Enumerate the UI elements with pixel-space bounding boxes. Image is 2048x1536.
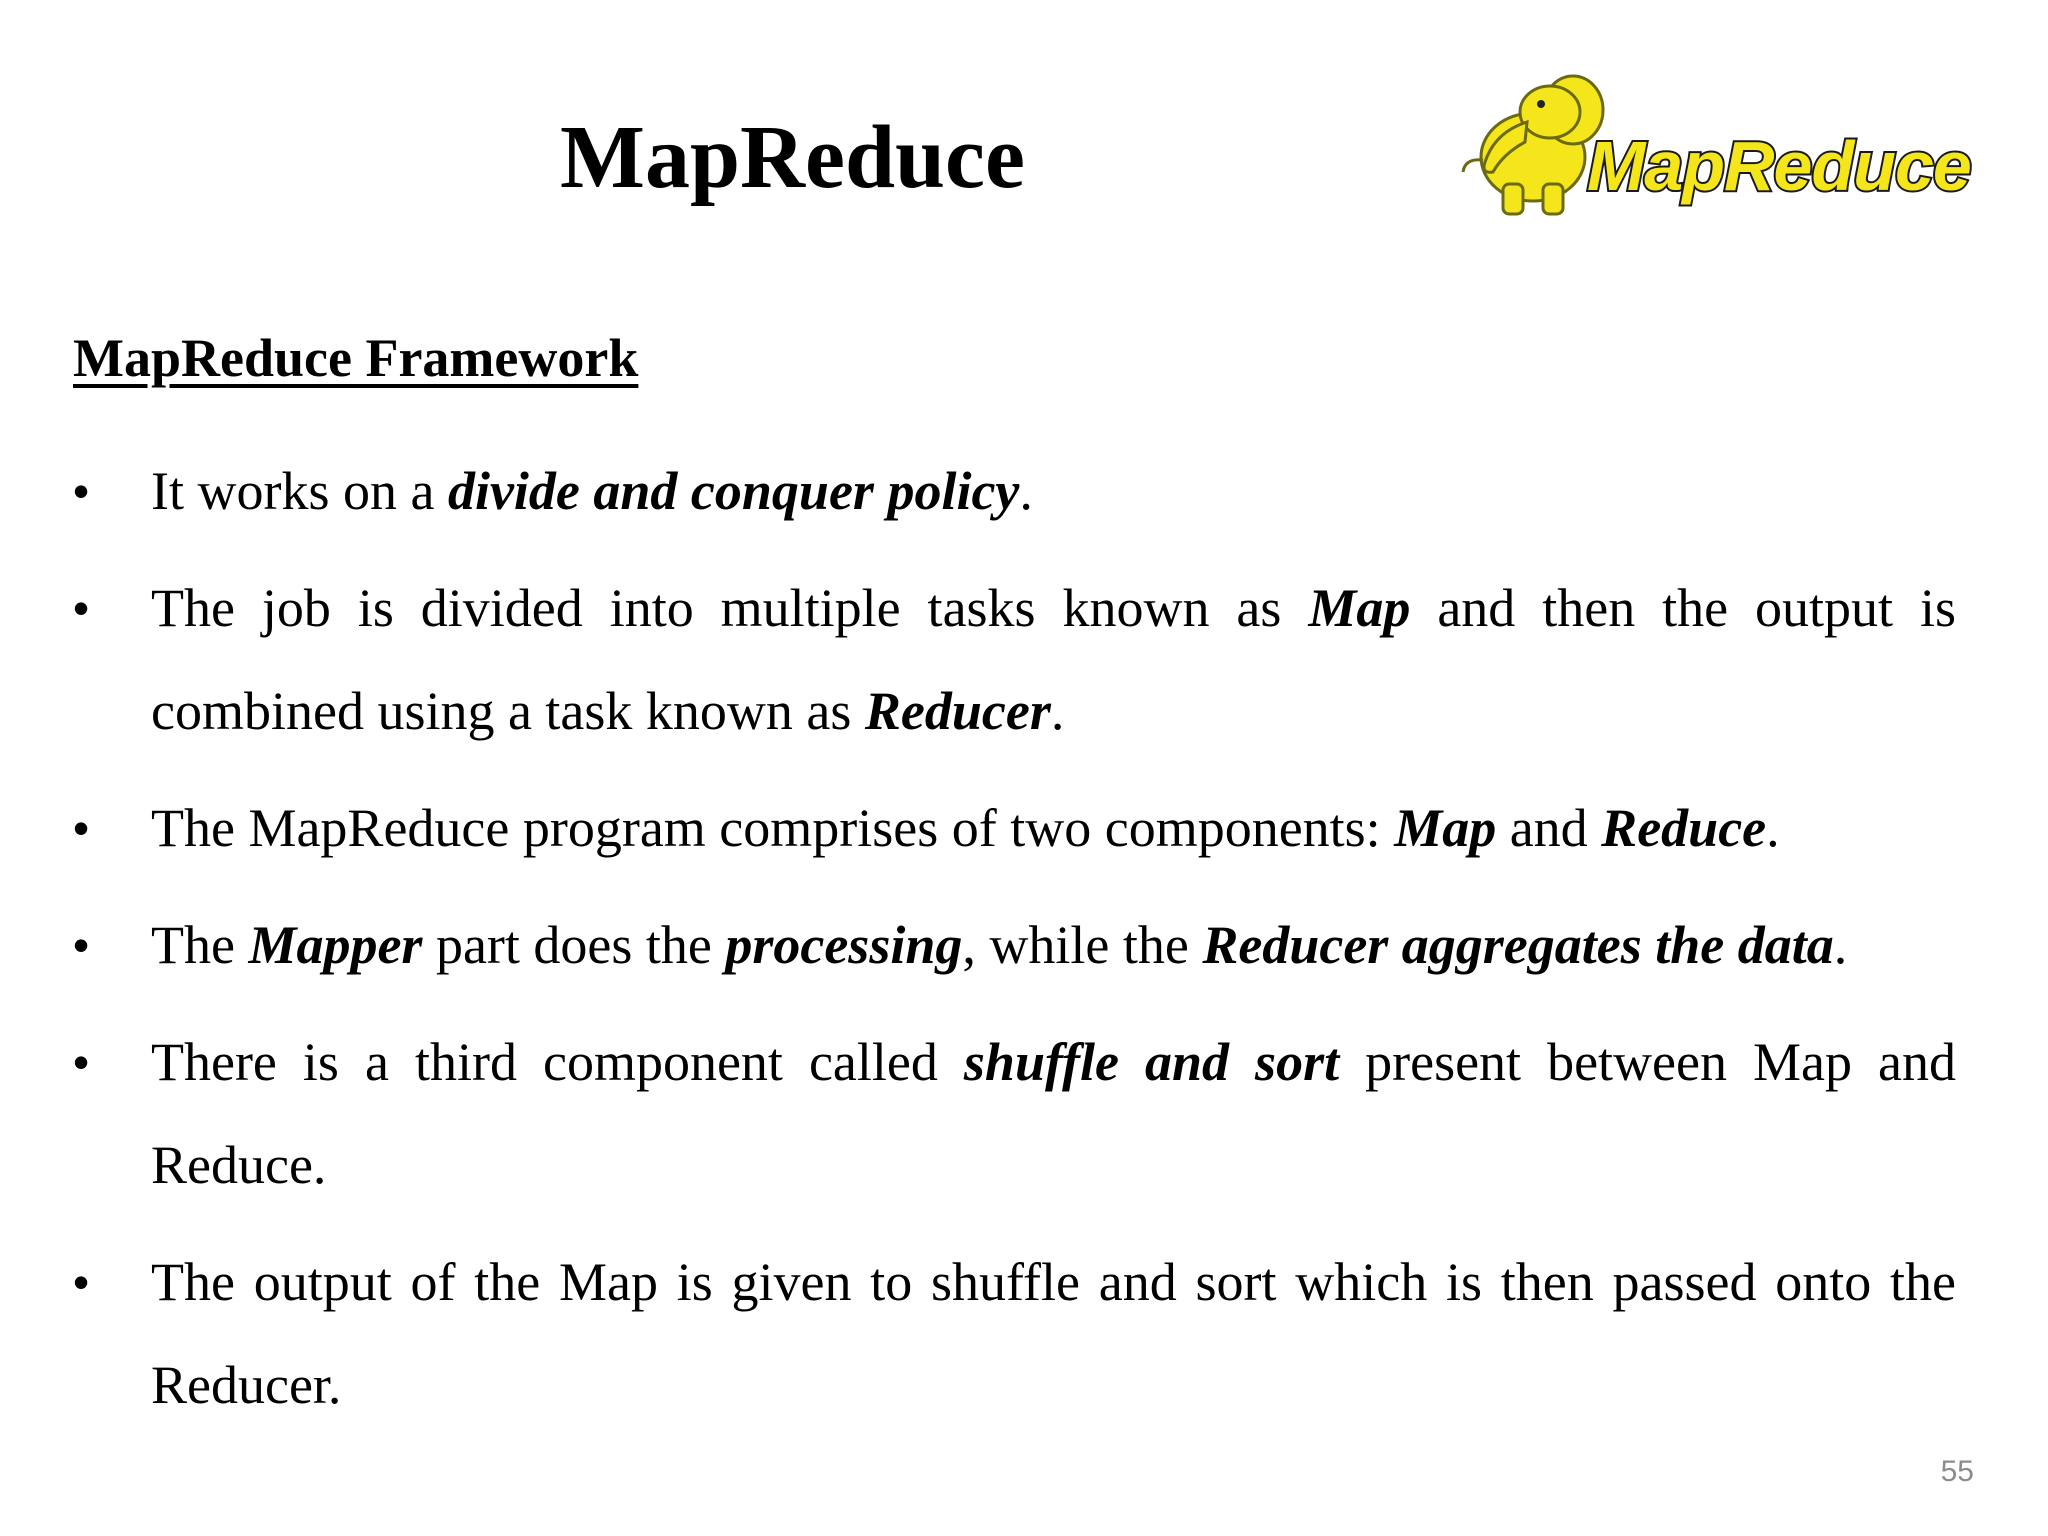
bullet-text-segment: divide and conquer policy xyxy=(447,461,1020,521)
bullet-glyph: • xyxy=(73,1036,90,1088)
bullet-item xyxy=(73,1231,1956,1437)
bullet-text-segment: processing xyxy=(725,915,963,975)
hadoop-elephant-icon xyxy=(1455,62,2015,232)
bullet-glyph: • xyxy=(73,465,90,517)
bullet-text-segment: Reducer aggregates the data xyxy=(1202,915,1834,975)
logo-text: MapReduce xyxy=(1587,127,1971,205)
bullet-text-segment: Mapper xyxy=(248,915,423,975)
bullet-text-segment: . xyxy=(1050,681,1065,741)
bullet-text-segment: and then the output is combined using a task known as xyxy=(151,578,1956,741)
bullet-text-segment: and xyxy=(1496,798,1602,858)
bullet-text-segment: The output of the Map is given to shuffle and sort which is then passed onto the Reducer. xyxy=(151,1252,1956,1415)
bullet-text-segment: The job is divided into multiple tasks known as xyxy=(151,578,1309,638)
bullet-item xyxy=(73,557,1956,763)
bullet-text-segment: , while the xyxy=(962,915,1203,975)
bullet-glyph: • xyxy=(73,919,90,971)
bullet-item xyxy=(73,777,1956,880)
bullet-text-segment: The MapReduce program comprises of two components: xyxy=(151,798,1395,858)
bullet-text-segment: present between Map and Reduce. xyxy=(151,1032,1957,1195)
bullet-text-segment: Reducer xyxy=(864,681,1051,741)
page-number: 55 xyxy=(1940,1455,1974,1488)
bullet-text-segment: . xyxy=(1019,461,1033,521)
bullet-text-segment: There is a third component called xyxy=(151,1032,964,1092)
bullet-list xyxy=(73,440,1956,1451)
bullet-item xyxy=(73,440,1956,543)
bullet-text-segment: Reduce xyxy=(1601,798,1767,858)
bullet-text-segment: part does the xyxy=(422,915,726,975)
bullet-text-segment: Map xyxy=(1308,578,1411,638)
bullet-text-segment: The xyxy=(151,915,249,975)
bullet-text-segment: Map xyxy=(1394,798,1497,858)
bullet-glyph: • xyxy=(73,802,90,854)
bullet-text-segment: shuffle and sort xyxy=(963,1032,1340,1092)
bullet-text-segment: . xyxy=(1833,915,1848,975)
bullet-text-segment: It works on a xyxy=(151,461,448,521)
slide-title: MapReduce xyxy=(560,108,1025,207)
bullet-item xyxy=(73,1011,1956,1217)
mapreduce-logo xyxy=(1455,62,2015,232)
section-heading: MapReduce Framework xyxy=(73,328,639,388)
bullet-item xyxy=(73,894,1956,997)
bullet-text-segment: . xyxy=(1766,798,1780,858)
bullet-glyph: • xyxy=(73,1256,90,1308)
bullet-glyph: • xyxy=(73,582,90,634)
